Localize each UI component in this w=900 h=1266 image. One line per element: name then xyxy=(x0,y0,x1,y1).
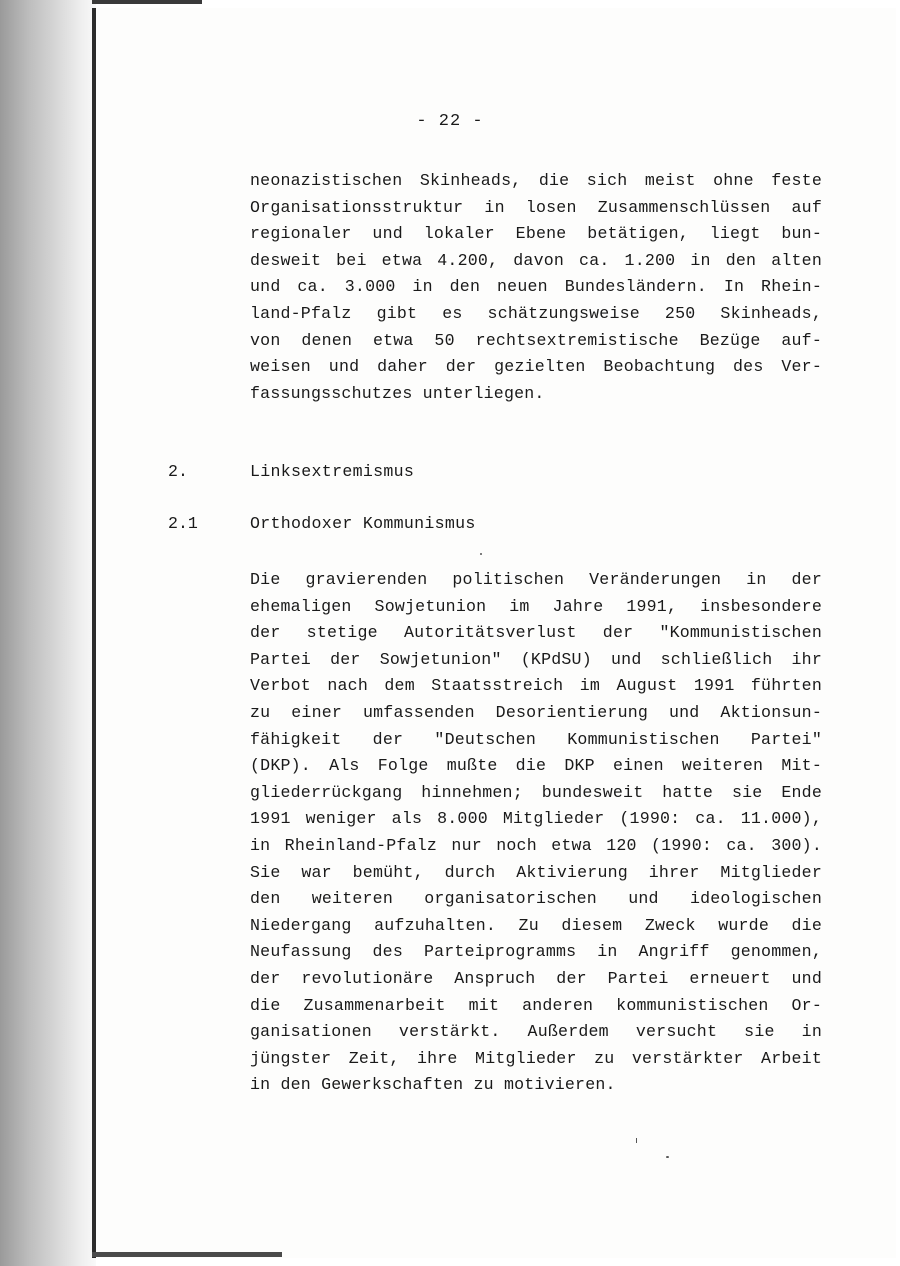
paragraph-line: den weiteren organisatorischen und ideologischen xyxy=(250,889,822,909)
paragraph-line: in den Gewerkschaften zu motivieren. xyxy=(250,1075,616,1095)
paragraph-line: Verbot nach dem Staatsstreich im August 1991 führten xyxy=(250,676,822,696)
subsection-title: Orthodoxer Kommunismus xyxy=(250,514,476,533)
paragraph-line: land-Pfalz gibt es schätzungsweise 250 Skinheads, xyxy=(250,303,822,323)
paragraph-line: zu einer umfassenden Desorientierung und Aktionsun- xyxy=(250,702,822,722)
paper-top-edge xyxy=(92,0,202,4)
scan-speck xyxy=(636,1138,637,1143)
paragraph-line: von denen etwa 50 rechtsextremistische Bezüge auf- xyxy=(250,330,822,350)
paragraph-line: und ca. 3.000 in den neuen Bundesländern. In Rhein- xyxy=(250,277,822,297)
paragraph-line: Neufassung des Parteiprogramms in Angriff genommen, xyxy=(250,942,822,962)
paragraph-line: ehemaligen Sowjetunion im Jahre 1991, insbesondere xyxy=(250,596,822,616)
paragraph-line: (DKP). Als Folge mußte die DKP einen weiteren Mit- xyxy=(250,756,822,776)
paragraph-line: weisen und daher der gezielten Beobachtung des Ver- xyxy=(250,357,822,377)
paragraph-line: 1991 weniger als 8.000 Mitglieder (1990: ca. 11.000), xyxy=(250,809,822,829)
paragraph-line: neonazistischen Skinheads, die sich meist ohne feste xyxy=(250,171,822,190)
paragraph-line: Organisationsstruktur in losen Zusammenschlüssen auf xyxy=(250,197,822,217)
paragraph-line: gliederrückgang hinnehmen; bundesweit hatte sie Ende xyxy=(250,782,822,802)
scan-shadow xyxy=(0,0,96,1266)
paragraph-line: in Rheinland-Pfalz nur noch etwa 120 (1990: ca. 300). xyxy=(250,835,822,855)
paragraph-line: fähigkeit der "Deutschen Kommunistischen Partei" xyxy=(250,729,822,749)
paragraph-line: Sie war bemüht, durch Aktivierung ihrer Mitglieder xyxy=(250,862,822,882)
paragraph-line: ganisationen verstärkt. Außerdem versucht sie in xyxy=(250,1022,822,1042)
paragraph-line: Partei der Sowjetunion" (KPdSU) und schließlich ihr xyxy=(250,649,822,669)
scan-speck xyxy=(480,553,482,555)
paragraph-line: fassungsschutzes unterliegen. xyxy=(250,383,545,403)
paragraph-skinheads xyxy=(250,168,822,407)
paragraph-line: die Zusammenarbeit mit anderen kommunistischen Or- xyxy=(250,995,822,1015)
paragraph-line: der stetige Autoritätsverlust der "Kommunistischen xyxy=(250,623,822,643)
scan-speck xyxy=(666,1156,669,1158)
paragraph-line: desweit bei etwa 4.200, davon ca. 1.200 in den alten xyxy=(250,250,822,270)
paper-bottom-edge xyxy=(92,1252,282,1257)
paragraph-line: Die gravierenden politischen Veränderungen in der xyxy=(250,570,822,589)
section-number: 2. xyxy=(168,462,188,481)
paragraph-line: jüngster Zeit, ihre Mitglieder zu verstärkter Arbeit xyxy=(250,1048,822,1068)
section-title: Linksextremismus xyxy=(250,462,415,481)
paragraph-kommunismus xyxy=(250,567,822,1099)
paragraph-line: der revolutionäre Anspruch der Partei erneuert und xyxy=(250,968,822,988)
paragraph-line: Niedergang aufzuhalten. Zu diesem Zweck wurde die xyxy=(250,915,822,935)
paragraph-line: regionaler und lokaler Ebene betätigen, liegt bun- xyxy=(250,224,822,244)
page-number: - 22 - xyxy=(416,112,484,131)
subsection-number: 2.1 xyxy=(168,514,198,533)
